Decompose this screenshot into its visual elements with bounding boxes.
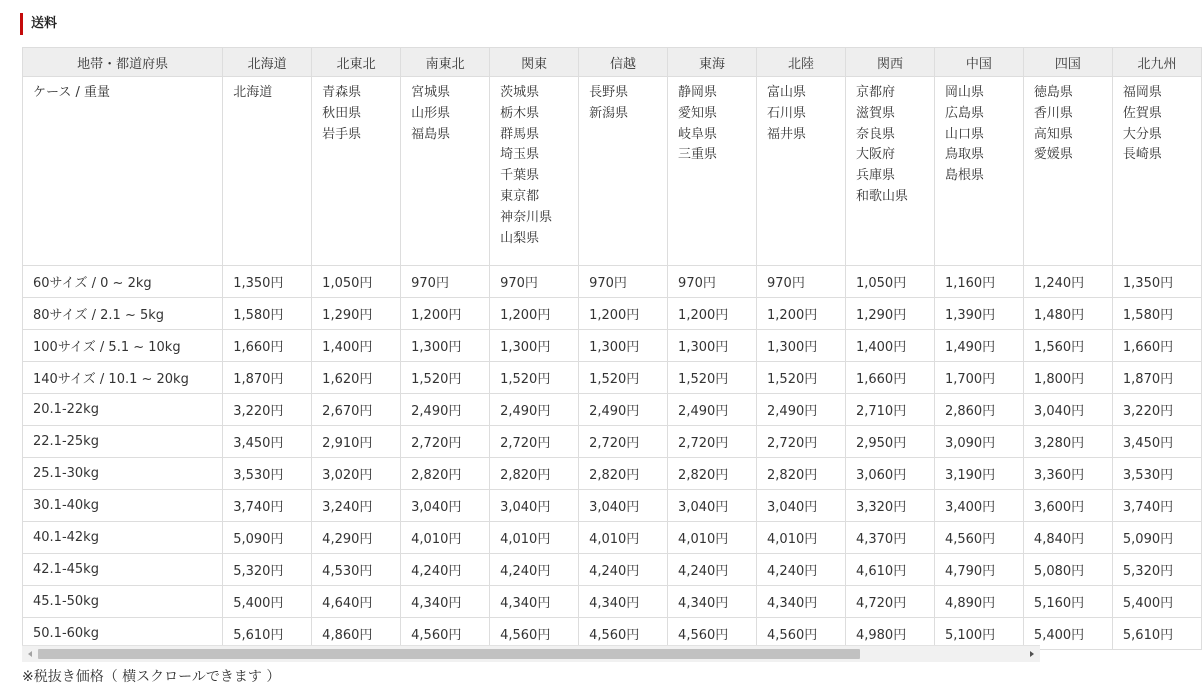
tax-note: ※税抜き価格（ 横スクロールできます ） [22, 669, 281, 685]
row-label: 22.1-25kg [23, 426, 223, 458]
price-cell: 3,040円 [401, 490, 490, 522]
price-cell: 1,520円 [579, 362, 668, 394]
price-cell: 1,660円 [845, 362, 934, 394]
price-cell: 3,600円 [1023, 490, 1112, 522]
price-cell: 2,490円 [668, 394, 757, 426]
price-cell: 4,980円 [845, 618, 934, 650]
price-cell: 1,480円 [1023, 298, 1112, 330]
prefecture-name: 青森県 [322, 85, 362, 100]
price-cell: 1,300円 [490, 330, 579, 362]
price-cell: 1,350円 [1112, 266, 1201, 298]
price-cell: 5,160円 [1023, 586, 1112, 618]
price-cell: 2,820円 [401, 458, 490, 490]
prefecture-name: 徳島県 [1033, 85, 1073, 100]
price-cell: 1,200円 [401, 298, 490, 330]
row-label: 100サイズ / 5.1 ~ 10kg [23, 330, 223, 362]
price-cell: 1,620円 [312, 362, 401, 394]
price-cell: 1,870円 [1112, 362, 1201, 394]
row-label: 25.1-30kg [23, 458, 223, 490]
price-cell: 1,560円 [1023, 330, 1112, 362]
price-cell: 1,520円 [668, 362, 757, 394]
table-row [23, 266, 1202, 298]
prefecture-name: 長崎県 [1122, 147, 1162, 163]
price-cell: 2,820円 [668, 458, 757, 490]
price-cell: 1,290円 [312, 298, 401, 330]
prefecture-name: 山梨県 [500, 230, 540, 246]
price-cell: 2,490円 [401, 394, 490, 426]
price-cell: 2,720円 [401, 426, 490, 458]
price-cell: 1,050円 [312, 266, 401, 298]
prefecture-name: 宮城県 [411, 85, 451, 100]
prefecture-name: 秋田県 [322, 105, 362, 121]
table-header-row [23, 48, 1202, 77]
price-cell: 970円 [579, 266, 668, 298]
price-cell: 1,520円 [490, 362, 579, 394]
horizontal-scrollbar[interactable] [22, 645, 1040, 662]
prefecture-name: 佐賀県 [1122, 105, 1162, 121]
price-cell: 1,290円 [845, 298, 934, 330]
price-cell: 1,700円 [934, 362, 1023, 394]
price-cell: 5,320円 [1112, 554, 1201, 586]
prefecture-cell [934, 77, 1023, 266]
price-cell: 4,840円 [1023, 522, 1112, 554]
price-cell: 2,950円 [845, 426, 934, 458]
price-cell: 4,560円 [757, 618, 846, 650]
prefecture-cell [668, 77, 757, 266]
price-cell: 4,240円 [401, 554, 490, 586]
price-cell: 1,400円 [845, 330, 934, 362]
price-cell: 4,610円 [845, 554, 934, 586]
price-cell: 4,560円 [934, 522, 1023, 554]
price-cell: 2,820円 [757, 458, 846, 490]
price-cell: 5,090円 [1112, 522, 1201, 554]
price-cell: 2,910円 [312, 426, 401, 458]
price-cell: 3,320円 [845, 490, 934, 522]
header-region: 信越 [579, 48, 668, 77]
prefecture-name: 奈良県 [855, 126, 895, 142]
table-row [23, 298, 1202, 330]
price-cell: 1,580円 [223, 298, 312, 330]
table-row [23, 522, 1202, 554]
price-cell: 1,580円 [1112, 298, 1201, 330]
price-cell: 2,860円 [934, 394, 1023, 426]
table-row [23, 426, 1202, 458]
row-label: 140サイズ / 10.1 ~ 20kg [23, 362, 223, 394]
price-cell: 4,010円 [579, 522, 668, 554]
price-cell: 5,090円 [223, 522, 312, 554]
price-cell: 1,660円 [223, 330, 312, 362]
price-cell: 5,100円 [934, 618, 1023, 650]
prefecture-name: 長野県 [589, 85, 629, 100]
price-cell: 4,860円 [312, 618, 401, 650]
price-cell: 3,530円 [1112, 458, 1201, 490]
row-label: 30.1-40kg [23, 490, 223, 522]
price-cell: 1,350円 [223, 266, 312, 298]
header-region: 関東 [490, 48, 579, 77]
prefecture-cell [490, 77, 579, 266]
prefecture-name: 北海道 [233, 85, 273, 100]
price-cell: 1,300円 [668, 330, 757, 362]
price-cell: 3,060円 [845, 458, 934, 490]
price-cell: 4,010円 [668, 522, 757, 554]
price-cell: 3,040円 [757, 490, 846, 522]
price-cell: 970円 [757, 266, 846, 298]
chevron-right-icon[interactable] [1024, 646, 1040, 662]
price-cell: 3,360円 [1023, 458, 1112, 490]
prefecture-name: 山口県 [944, 126, 984, 142]
price-cell: 4,340円 [490, 586, 579, 618]
prefecture-name: 大分県 [1122, 126, 1162, 142]
price-cell: 4,240円 [490, 554, 579, 586]
price-cell: 4,370円 [845, 522, 934, 554]
prefecture-name: 千葉県 [500, 168, 540, 184]
price-cell: 4,720円 [845, 586, 934, 618]
prefecture-name: 栃木県 [500, 105, 540, 121]
price-cell: 1,520円 [757, 362, 846, 394]
price-cell: 4,240円 [579, 554, 668, 586]
table-row [23, 394, 1202, 426]
price-cell: 2,820円 [579, 458, 668, 490]
prefecture-name: 福島県 [411, 126, 451, 142]
price-cell: 3,040円 [579, 490, 668, 522]
price-cell: 5,400円 [1023, 618, 1112, 650]
prefecture-name: 和歌山県 [855, 188, 908, 204]
prefecture-cell [757, 77, 846, 266]
price-cell: 2,720円 [757, 426, 846, 458]
price-cell: 4,560円 [490, 618, 579, 650]
prefecture-cell [223, 77, 312, 266]
prefecture-name: 東京都 [500, 188, 540, 204]
shipping-table-container[interactable] [22, 47, 1177, 645]
price-cell: 1,300円 [579, 330, 668, 362]
header-region-label: 地帯・都道府県 [23, 48, 223, 77]
prefecture-name: 神奈川県 [500, 209, 553, 225]
price-cell: 3,020円 [312, 458, 401, 490]
row-label: 50.1-60kg [23, 618, 223, 650]
header-region: 関西 [845, 48, 934, 77]
price-cell: 3,090円 [934, 426, 1023, 458]
prefecture-name: 茨城県 [500, 85, 540, 100]
prefecture-name: 愛媛県 [1033, 147, 1073, 163]
table-row [23, 586, 1202, 618]
price-cell: 4,340円 [579, 586, 668, 618]
price-cell: 3,740円 [1112, 490, 1201, 522]
price-cell: 4,890円 [934, 586, 1023, 618]
price-cell: 2,710円 [845, 394, 934, 426]
price-cell: 4,560円 [401, 618, 490, 650]
price-cell: 4,010円 [757, 522, 846, 554]
prefecture-cell [1112, 77, 1201, 266]
price-cell: 4,010円 [401, 522, 490, 554]
price-cell: 4,640円 [312, 586, 401, 618]
header-region: 四国 [1023, 48, 1112, 77]
price-cell: 4,530円 [312, 554, 401, 586]
price-cell: 3,040円 [668, 490, 757, 522]
prefecture-row [23, 77, 1202, 266]
prefecture-name: 島根県 [944, 168, 984, 184]
prefecture-cell [401, 77, 490, 266]
row-label: 20.1-22kg [23, 394, 223, 426]
prefecture-cell [845, 77, 934, 266]
price-cell: 1,660円 [1112, 330, 1201, 362]
price-cell: 4,560円 [579, 618, 668, 650]
price-cell: 1,300円 [757, 330, 846, 362]
price-cell: 3,190円 [934, 458, 1023, 490]
prefecture-name: 兵庫県 [855, 168, 895, 184]
prefecture-name: 岡山県 [944, 85, 984, 100]
price-cell: 3,400円 [934, 490, 1023, 522]
price-cell: 1,490円 [934, 330, 1023, 362]
price-cell: 1,160円 [934, 266, 1023, 298]
prefecture-name: 石川県 [767, 105, 807, 121]
header-region: 北海道 [223, 48, 312, 77]
prefecture-name: 大阪府 [855, 147, 895, 163]
price-cell: 2,670円 [312, 394, 401, 426]
row-label: 42.1-45kg [23, 554, 223, 586]
price-cell: 2,490円 [490, 394, 579, 426]
price-cell: 5,400円 [1112, 586, 1201, 618]
prefecture-cell [1023, 77, 1112, 266]
price-cell: 4,240円 [757, 554, 846, 586]
chevron-left-icon[interactable] [22, 646, 38, 662]
prefecture-name: 福岡県 [1122, 85, 1162, 100]
price-cell: 5,320円 [223, 554, 312, 586]
row-label: 40.1-42kg [23, 522, 223, 554]
price-cell: 1,300円 [401, 330, 490, 362]
prefecture-name: 山形県 [411, 105, 451, 121]
price-cell: 1,870円 [223, 362, 312, 394]
price-cell: 1,520円 [401, 362, 490, 394]
prefecture-name: 埼玉県 [500, 147, 540, 163]
prefecture-name: 京都府 [855, 85, 895, 100]
price-cell: 3,530円 [223, 458, 312, 490]
price-cell: 5,080円 [1023, 554, 1112, 586]
price-cell: 970円 [490, 266, 579, 298]
price-cell: 4,290円 [312, 522, 401, 554]
prefecture-name: 広島県 [944, 105, 984, 121]
prefecture-name: 静岡県 [678, 85, 718, 100]
price-cell: 4,010円 [490, 522, 579, 554]
price-cell: 970円 [668, 266, 757, 298]
price-cell: 5,610円 [223, 618, 312, 650]
price-cell: 3,040円 [1023, 394, 1112, 426]
header-region: 中国 [934, 48, 1023, 77]
prefecture-cell [312, 77, 401, 266]
table-row [23, 554, 1202, 586]
price-cell: 2,490円 [757, 394, 846, 426]
price-cell: 4,790円 [934, 554, 1023, 586]
price-cell: 1,390円 [934, 298, 1023, 330]
price-cell: 3,220円 [1112, 394, 1201, 426]
price-cell: 2,490円 [579, 394, 668, 426]
price-cell: 5,400円 [223, 586, 312, 618]
header-region: 東海 [668, 48, 757, 77]
prefecture-cell [579, 77, 668, 266]
price-cell: 1,400円 [312, 330, 401, 362]
price-cell: 3,220円 [223, 394, 312, 426]
prefecture-name: 群馬県 [500, 126, 540, 142]
prefecture-name: 福井県 [767, 126, 807, 142]
prefecture-name: 三重県 [678, 147, 718, 163]
price-cell: 1,200円 [490, 298, 579, 330]
row-label: 80サイズ / 2.1 ~ 5kg [23, 298, 223, 330]
price-cell: 5,610円 [1112, 618, 1201, 650]
price-cell: 3,240円 [312, 490, 401, 522]
price-cell: 4,340円 [401, 586, 490, 618]
prefecture-name: 岩手県 [322, 126, 362, 142]
price-cell: 1,200円 [757, 298, 846, 330]
header-region: 北東北 [312, 48, 401, 77]
table-row [23, 458, 1202, 490]
section-title: 送料 [20, 13, 57, 35]
scrollbar-thumb[interactable] [38, 649, 860, 659]
prefecture-name: 岐阜県 [678, 126, 718, 142]
prefecture-name: 愛知県 [678, 105, 718, 121]
prefecture-name: 香川県 [1033, 105, 1073, 121]
price-cell: 4,240円 [668, 554, 757, 586]
price-cell: 3,040円 [490, 490, 579, 522]
prefecture-name: 新潟県 [589, 105, 629, 121]
header-region: 南東北 [401, 48, 490, 77]
table-row [23, 490, 1202, 522]
price-cell: 3,450円 [1112, 426, 1201, 458]
header-region: 北陸 [757, 48, 846, 77]
price-cell: 4,340円 [668, 586, 757, 618]
prefecture-name: 高知県 [1033, 126, 1073, 142]
price-cell: 1,200円 [668, 298, 757, 330]
price-cell: 2,720円 [579, 426, 668, 458]
row-label: 45.1-50kg [23, 586, 223, 618]
price-cell: 4,560円 [668, 618, 757, 650]
price-cell: 1,050円 [845, 266, 934, 298]
row-label: ケース / 重量 [23, 77, 223, 266]
price-cell: 3,740円 [223, 490, 312, 522]
table-row [23, 362, 1202, 394]
price-cell: 3,450円 [223, 426, 312, 458]
row-label: 60サイズ / 0 ~ 2kg [23, 266, 223, 298]
price-cell: 3,280円 [1023, 426, 1112, 458]
price-cell: 1,800円 [1023, 362, 1112, 394]
prefecture-name: 滋賀県 [855, 105, 895, 121]
price-cell: 1,200円 [579, 298, 668, 330]
header-region: 北九州 [1112, 48, 1201, 77]
price-cell: 1,240円 [1023, 266, 1112, 298]
shipping-fee-table [22, 47, 1202, 650]
price-cell: 4,340円 [757, 586, 846, 618]
price-cell: 970円 [401, 266, 490, 298]
prefecture-name: 富山県 [767, 85, 807, 100]
price-cell: 2,720円 [668, 426, 757, 458]
price-cell: 2,820円 [490, 458, 579, 490]
table-row [23, 330, 1202, 362]
prefecture-name: 鳥取県 [944, 147, 984, 163]
price-cell: 2,720円 [490, 426, 579, 458]
